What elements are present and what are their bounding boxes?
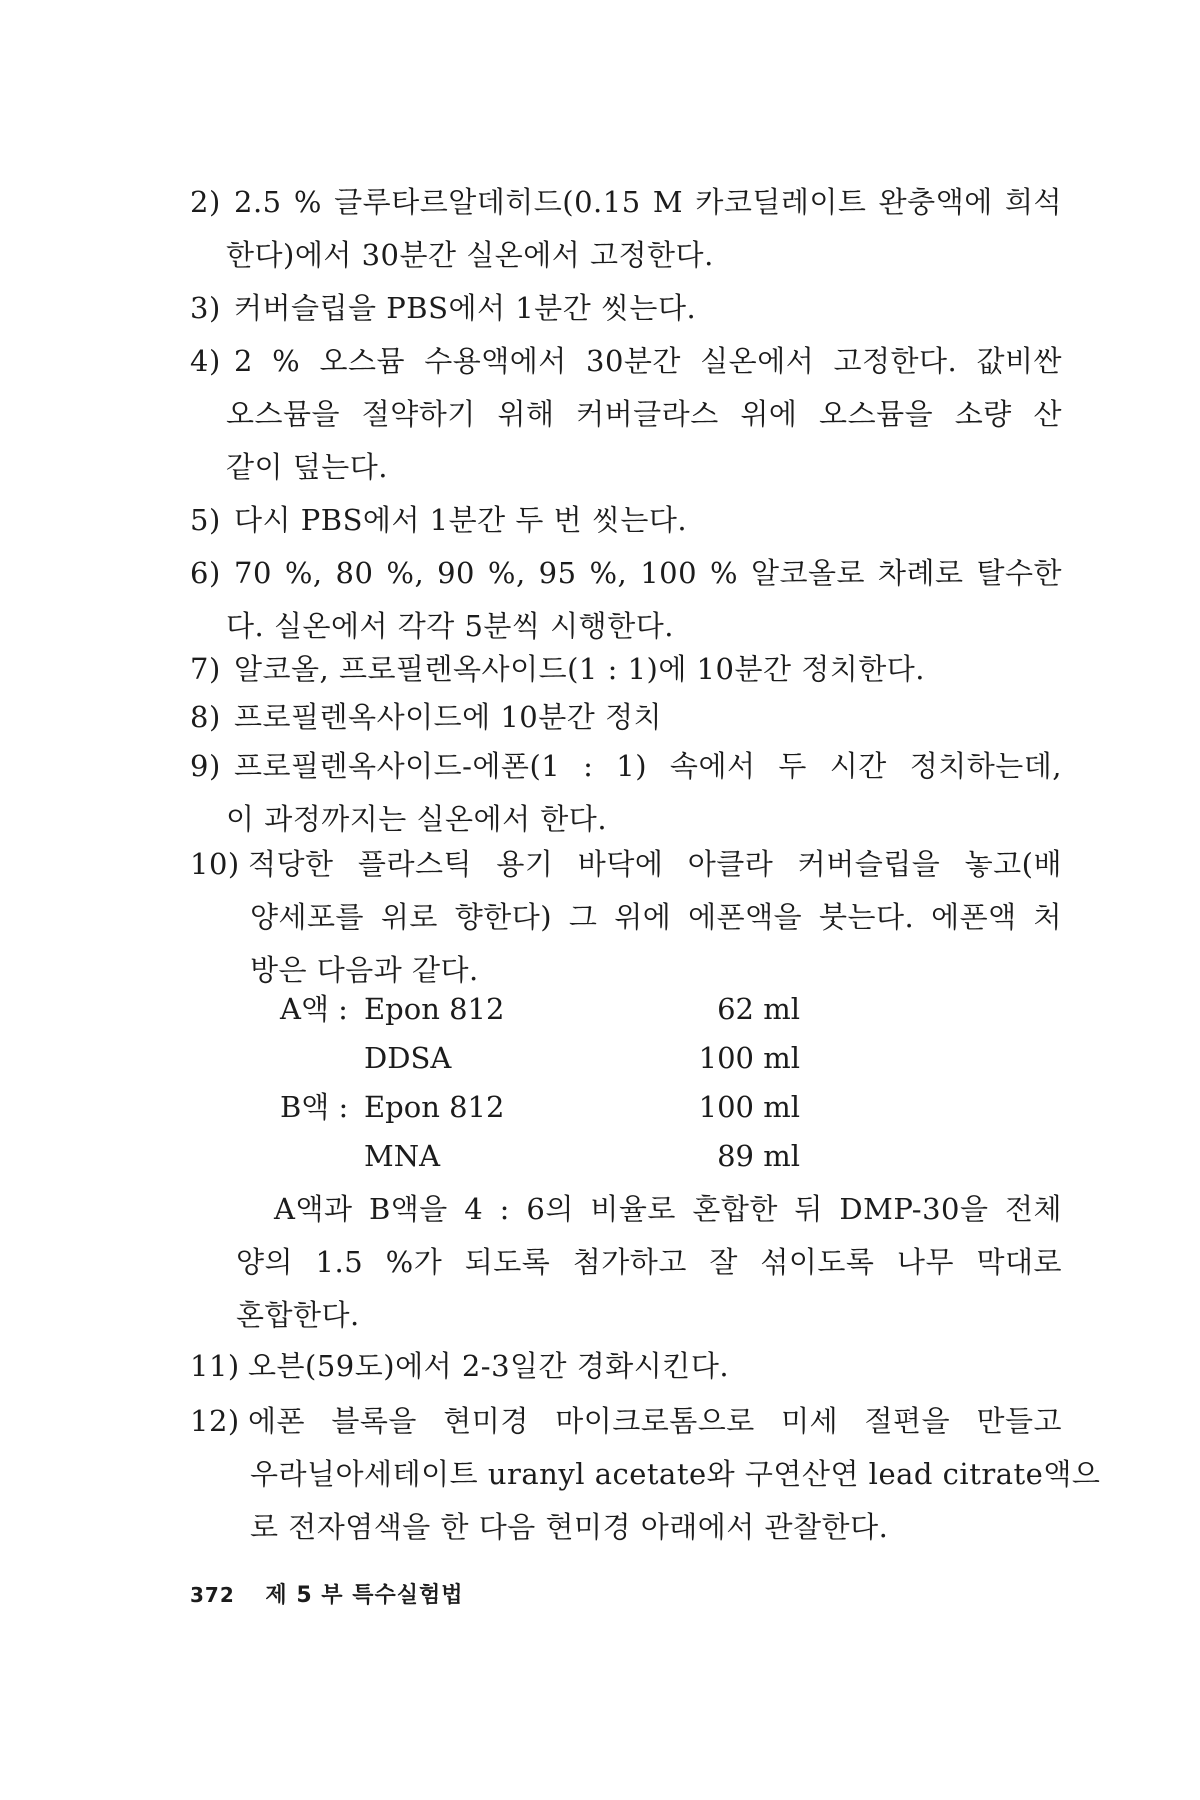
recipe-row bbox=[280, 1083, 800, 1132]
recipe-row bbox=[280, 1132, 800, 1181]
step-number: 12) bbox=[190, 1404, 240, 1438]
step-text-line: 오븐(59도)에서 2-3일간 경화시킨다. bbox=[248, 1349, 730, 1383]
step-text-line: 한다)에서 30분간 실온에서 고정한다. bbox=[226, 238, 714, 272]
part-title: 제 5 부 특수실험법 bbox=[265, 1583, 464, 1608]
step-8 bbox=[190, 691, 1062, 744]
step-text-line: 프로필렌옥사이드-에폰(1 : 1) 속에서 두 시간 정치하는데, bbox=[234, 749, 1062, 783]
step-5 bbox=[190, 494, 1062, 547]
recipe-reagent: MNA bbox=[364, 1139, 441, 1173]
recipe-row bbox=[280, 985, 800, 1034]
step-text-line: 같이 덮는다. bbox=[226, 450, 389, 484]
step-number: 4) bbox=[190, 344, 221, 378]
step-number: 8) bbox=[190, 700, 221, 734]
step-number: 11) bbox=[190, 1349, 240, 1383]
recipe-amount: 62 ml bbox=[717, 992, 800, 1026]
recipe-row bbox=[280, 1034, 800, 1083]
recipe-amount: 100 ml bbox=[698, 1090, 800, 1124]
step-text-line: 알코올, 프로필렌옥사이드(1 : 1)에 10분간 정치한다. bbox=[234, 652, 925, 686]
page-number: 372 bbox=[190, 1583, 235, 1607]
step-3 bbox=[190, 282, 1062, 335]
step-number: 9) bbox=[190, 749, 221, 783]
step-text-line: 다시 PBS에서 1분간 두 번 씻는다. bbox=[234, 503, 688, 537]
step-12 bbox=[190, 1395, 1101, 1554]
recipe-reagent: Epon 812 bbox=[364, 992, 505, 1026]
epon-recipe-table bbox=[280, 985, 800, 1181]
recipe-reagent: Epon 812 bbox=[364, 1090, 505, 1124]
step-text-line: 에폰 블록을 현미경 마이크로톰으로 미세 절편을 만들고 bbox=[248, 1404, 1062, 1438]
recipe-solution-label: A액 : bbox=[280, 992, 348, 1026]
step-number: 10) bbox=[190, 847, 240, 881]
recipe-amount: 100 ml bbox=[698, 1041, 800, 1075]
paragraph-line: A액과 B액을 4 : 6의 비율로 혼합한 뒤 DMP-30을 전체 bbox=[274, 1192, 1062, 1226]
step-text-line: 방은 다음과 같다. bbox=[250, 953, 479, 987]
step-text-line: 다. 실온에서 각각 5분씩 시행한다. bbox=[226, 609, 674, 643]
step-number: 6) bbox=[190, 556, 221, 590]
step-text-line: 이 과정까지는 실온에서 한다. bbox=[226, 802, 608, 836]
step-7 bbox=[190, 643, 1062, 696]
recipe-solution-label: B액 : bbox=[280, 1090, 349, 1124]
step-text-line: 적당한 플라스틱 용기 바닥에 아클라 커버슬립을 놓고(배 bbox=[248, 847, 1062, 881]
mixing-paragraph bbox=[190, 1183, 1062, 1342]
step-11 bbox=[190, 1340, 1062, 1393]
paragraph-line: 혼합한다. bbox=[236, 1298, 360, 1332]
step-number: 7) bbox=[190, 652, 221, 686]
step-text-line: 로 전자염색을 한 다음 현미경 아래에서 관찰한다. bbox=[250, 1510, 889, 1544]
step-9 bbox=[190, 740, 1062, 846]
step-4 bbox=[190, 335, 1062, 494]
step-text-line: 오스뮴을 절약하기 위해 커버글라스 위에 오스뮴을 소량 산 bbox=[226, 397, 1062, 431]
step-text-line: 프로필렌옥사이드에 10분간 정치 bbox=[234, 700, 663, 734]
step-10 bbox=[190, 838, 1062, 997]
step-text-line: 우라닐아세테이트 uranyl acetate와 구연산연 lead citrate액으 bbox=[250, 1457, 1101, 1491]
step-6 bbox=[190, 547, 1062, 653]
paragraph-line: 양의 1.5 %가 되도록 첨가하고 잘 섞이도록 나무 막대로 bbox=[236, 1245, 1062, 1279]
step-text-line: 70 %, 80 %, 90 %, 95 %, 100 % 알코올로 차례로 탈수한 bbox=[234, 556, 1062, 590]
step-text-line: 양세포를 위로 향한다) 그 위에 에폰액을 붓는다. 에폰액 처 bbox=[250, 900, 1062, 934]
recipe-amount: 89 ml bbox=[717, 1139, 800, 1173]
page-footer bbox=[190, 1578, 463, 1609]
step-text-line: 2 % 오스뮴 수용액에서 30분간 실온에서 고정한다. 값비싼 bbox=[234, 344, 1062, 378]
step-text-line: 커버슬립을 PBS에서 1분간 씻는다. bbox=[234, 291, 697, 325]
step-number: 3) bbox=[190, 291, 221, 325]
step-text-line: 2.5 % 글루타르알데히드(0.15 M 카코딜레이트 완충액에 희석 bbox=[234, 185, 1062, 219]
step-2 bbox=[190, 176, 1062, 282]
step-number: 5) bbox=[190, 503, 221, 537]
recipe-reagent: DDSA bbox=[364, 1041, 452, 1075]
step-number: 2) bbox=[190, 185, 221, 219]
